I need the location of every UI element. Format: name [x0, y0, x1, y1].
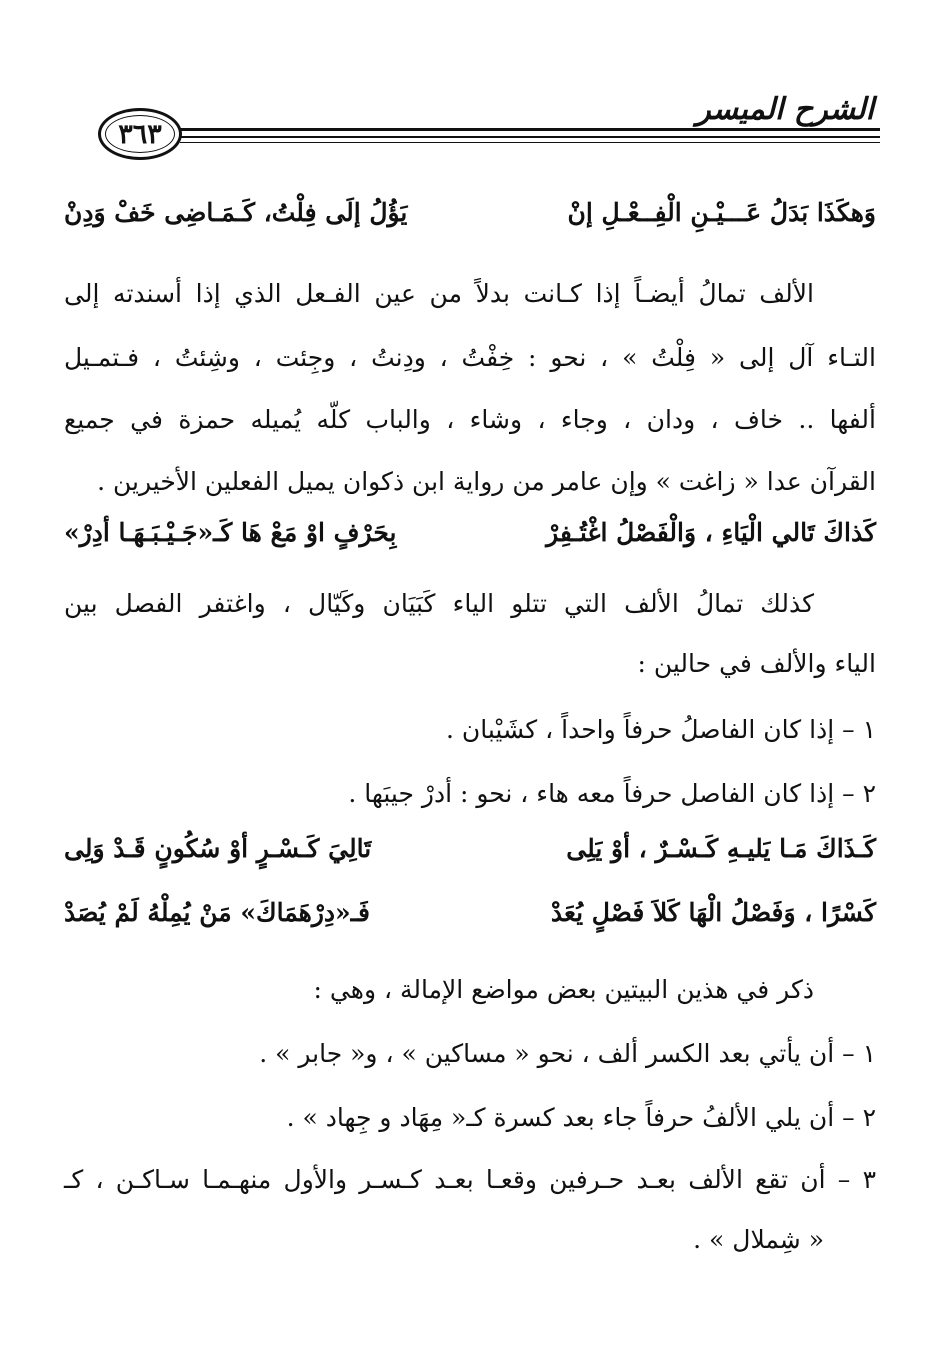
paragraph-line: الياء والألف في حالين : [637, 649, 876, 678]
verse-hemistich-right: كَسْرًا ، وَفَصْلُ الْهَا كَلاَ فَصْلٍ يُعَدْ [550, 898, 876, 927]
verse-hemistich-right: كَذاكَ تَالي الْيَاءِ ، وَالْفَصْلُ اغْتُـفِرْ [546, 518, 876, 547]
paragraph-line: التـاء آل إلى « فِلْتُ » ، نحو : خِفْتُ ، ودِنتُ ، وجِئت ، وشِئتُ ، فـتمـيل [64, 343, 876, 372]
list-item: ٢ – أن يلي الألفُ حرفاً جاء بعد كسرة كـ« مِهَاد و جِهاد » . [286, 1103, 876, 1132]
paragraph-line: كذلك تمالُ الألف التي تتلو الياء كَبَيَان وكَيّال ، واغتفر الفصل بين [64, 589, 814, 618]
list-item: ٢ – إذا كان الفاصل حرفاً معه هاء ، نحو : أدرْ جيبَها . [348, 779, 876, 808]
paragraph-line: ذكر في هذين البيتين بعض مواضع الإمالة ، وهي : [313, 975, 814, 1004]
verse-hemistich-left: بِحَرْفٍ اوْ مَعْ هَا كَـ«جَـيْـبَـهَـا أدِرْ» [64, 518, 397, 547]
list-item: ٣ – أن تقع الألف بعـد حـرفين وقعـا بعـد كـسـر والأول منهـمـا سـاكـن ، كـ [64, 1165, 876, 1194]
paragraph-line: ألفها .. خاف ، ودان ، وجاء ، وشاء ، والباب كلّه يُميله حمزة في جميع [64, 405, 876, 434]
verse-line [64, 512, 876, 554]
verse-hemistich-left: تَالِيَ كَـسْـرٍ أوْ سُكُونٍ قَـدْ وَلِى [64, 834, 372, 863]
verse-line [64, 892, 876, 934]
verse-hemistich-right: وَهكَذَا بَدَلُ عَـــيْـنِ الْفِــعْـلِ إنْ [567, 198, 876, 227]
list-item: ١ – إذا كان الفاصلُ حرفاً واحداً ، كشَيْبان . [446, 715, 876, 744]
header-rule [180, 142, 880, 143]
header-rule [180, 136, 880, 138]
paragraph-line: الألف تمالُ أيضـاً إذا كـانت بدلاً من عين الفـعل الذي إذا أسندته إلى [64, 279, 814, 308]
verse-hemistich-left: فَـ«دِرْهَمَاكَ» مَنْ يُمِلْهُ لَمْ يُصَدْ [64, 898, 370, 927]
paragraph-line: القرآن عدا « زاغت » وإن عامر من رواية ابن ذكوان يميل الفعلين الأخيرين . [97, 467, 876, 496]
page-number-badge [98, 108, 182, 160]
book-title: الشرح الميسر [696, 92, 874, 127]
list-item-continuation: « شِملال » . [693, 1225, 824, 1254]
verse-line [64, 828, 876, 870]
verse-hemistich-right: كَـذَاكَ مَـا يَليـهِ كَـسْـرٌ ، أوْ يَلِى [566, 834, 876, 863]
header-rule [180, 128, 880, 131]
page-number: ٣٦٣ [118, 118, 162, 150]
list-item: ١ – أن يأتي بعد الكسر ألف ، نحو « مساكين » ، و« جابر » . [259, 1039, 876, 1068]
verse-hemistich-left: يَؤُلُ إلَى فِلْتُ، كَـمَـاضِى خَفْ وَدِنْ [64, 198, 408, 227]
verse-line [64, 192, 876, 234]
